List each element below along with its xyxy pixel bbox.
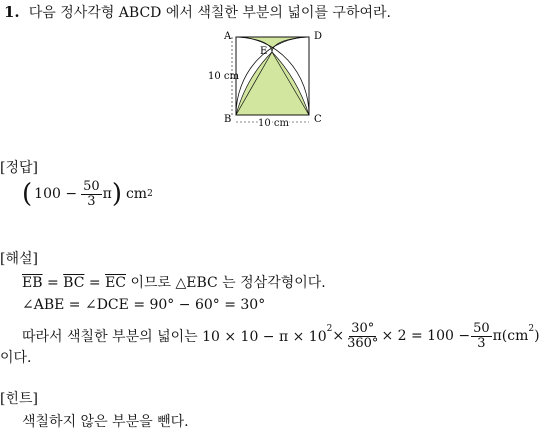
vertex-label-c: C xyxy=(314,114,322,125)
explanation-line-4: 이다. xyxy=(0,350,32,366)
answer-lparen: ( xyxy=(22,179,33,209)
result-fraction xyxy=(471,322,492,351)
problem-text: 다음 정사각형 ABCD 에서 색칠한 부분의 넓이를 구하여라. xyxy=(28,5,391,21)
explanation-heading: [해설] xyxy=(0,251,38,267)
side-length-vertical: 10 cm xyxy=(208,71,239,82)
answer-expression xyxy=(22,176,153,212)
result-fraction-denominator: 3 xyxy=(477,335,486,351)
result-fraction-numerator: 50 xyxy=(473,320,490,336)
hint-heading: [힌트] xyxy=(0,391,38,407)
angle-fraction-numerator: 30° xyxy=(351,320,375,336)
answer-unit: cm xyxy=(125,186,148,202)
answer-rparen: ) xyxy=(111,179,122,209)
shaded-bottom-region xyxy=(236,52,309,115)
answer-pi: π xyxy=(102,186,112,202)
square-figure xyxy=(198,28,338,132)
answer-unit-exponent: 2 xyxy=(147,189,153,199)
times-sign: × xyxy=(332,328,345,344)
problem-statement xyxy=(4,2,391,22)
hint-text: 색칠하지 않은 부분을 뺀다. xyxy=(22,414,189,430)
point-label-e: E xyxy=(260,46,268,57)
shaded-top-region xyxy=(236,37,309,52)
answer-fraction xyxy=(81,180,102,209)
explanation-line-2: ∠ABE = ∠DCE = 90° − 60° = 30° xyxy=(22,297,266,313)
vertex-label-d: D xyxy=(314,31,323,42)
explanation-line-3-prefix: 따라서 색칠한 부분의 넓이는 10 × 10 − π × 10 xyxy=(22,329,327,345)
segment-bc-label: $\overline{BC}$ xyxy=(63,275,85,291)
explanation-line-3-tail: π(cm xyxy=(492,328,529,344)
closing-paren: ) xyxy=(534,328,540,344)
explanation-line-1 xyxy=(22,272,326,292)
equals-sign: = xyxy=(42,275,64,291)
explanation-line-1-rest: 이므로 △EBC 는 정삼각형이다. xyxy=(126,275,326,291)
power-exponent: 2 xyxy=(326,324,333,334)
segment-eb-label: $\overline{EB}$ xyxy=(22,275,43,291)
vertex-label-a: A xyxy=(224,31,232,42)
answer-term: 100 − xyxy=(34,186,78,202)
explanation-line-3 xyxy=(22,318,540,354)
explanation-line-3-mid: × 2 = 100 − xyxy=(381,328,471,344)
answer-fraction-numerator: 50 xyxy=(83,178,100,194)
vertex-label-b: B xyxy=(224,114,232,125)
equals-sign: = xyxy=(84,275,106,291)
angle-fraction-denominator: 360° xyxy=(347,335,379,351)
angle-fraction xyxy=(345,322,380,351)
answer-heading: [정답] xyxy=(0,160,38,176)
side-length-bottom: 10 cm xyxy=(258,118,289,129)
problem-number: 1. xyxy=(4,3,20,21)
answer-fraction-denominator: 3 xyxy=(87,193,96,209)
segment-ec-label: $\overline{EC}$ xyxy=(105,275,126,291)
unit-exponent: 2 xyxy=(528,324,535,334)
